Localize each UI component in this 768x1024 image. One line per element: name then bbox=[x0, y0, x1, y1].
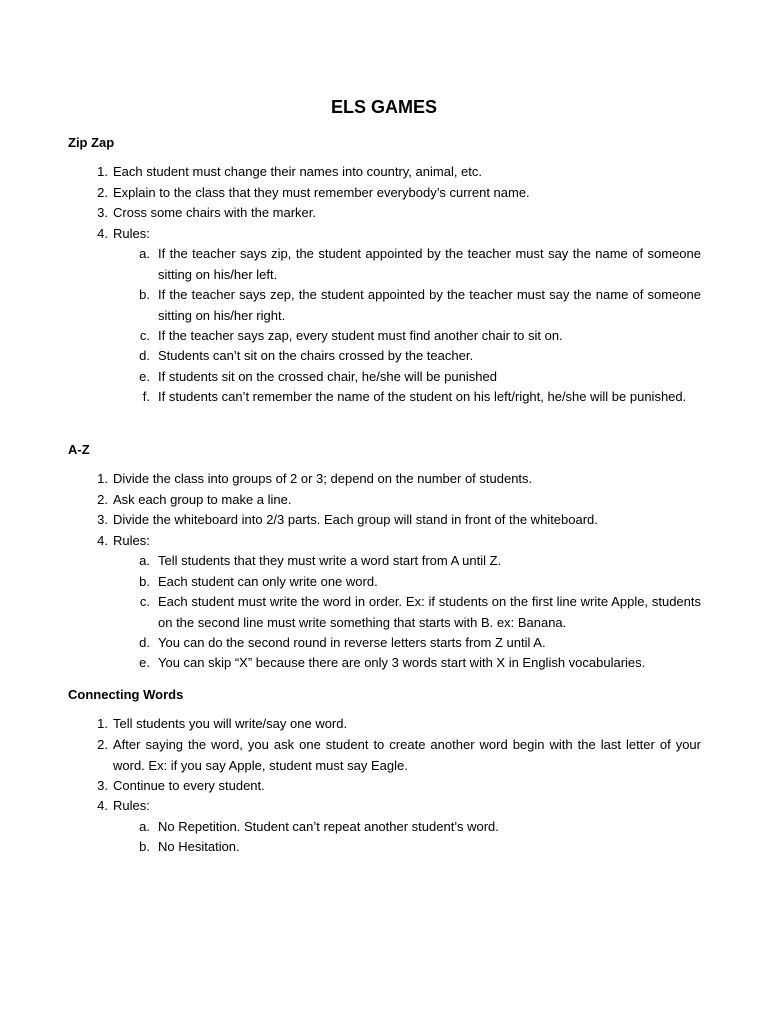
list-number: 2. bbox=[97, 492, 108, 507]
rule-text: If the teacher says zip, the student appointed by the teacher must say the name of someone sitting on his/her left. bbox=[158, 246, 701, 282]
list-number: 3. bbox=[97, 512, 108, 527]
rule-letter: a. bbox=[139, 246, 150, 261]
rule-text: Students can’t sit on the chairs crossed by the teacher. bbox=[158, 348, 474, 363]
rule-letter: e. bbox=[139, 369, 150, 384]
list-number: 1. bbox=[97, 716, 108, 731]
rule-text: If the teacher says zap, every student must find another chair to sit on. bbox=[158, 328, 563, 343]
list-number: 4. bbox=[97, 798, 108, 813]
rule-letter: b. bbox=[139, 287, 150, 302]
rule-text: Tell students that they must write a word start from A until Z. bbox=[158, 553, 502, 568]
section-heading-connecting-words: Connecting Words bbox=[68, 687, 184, 702]
rule-text: If students can’t remember the name of the student on his left/right, he/she will be punished. bbox=[158, 389, 687, 404]
list-text: Each student must change their names into country, animal, etc. bbox=[113, 164, 483, 179]
rule-text: If the teacher says zep, the student appointed by the teacher must say the name of someone sitting on his/her right. bbox=[158, 287, 701, 323]
rule-text: You can skip “X” because there are only 3 words start with X in English vocabularies. bbox=[158, 655, 646, 670]
list-number: 4. bbox=[97, 226, 108, 241]
list-text: Divide the whiteboard into 2/3 parts. Each group will stand in front of the whiteboard. bbox=[113, 512, 598, 527]
rule-text: You can do the second round in reverse letters starts from Z until A. bbox=[158, 635, 546, 650]
list-number: 1. bbox=[97, 164, 108, 179]
list-text: Rules: bbox=[113, 533, 150, 548]
list-text: Ask each group to make a line. bbox=[113, 492, 292, 507]
rule-letter: a. bbox=[139, 819, 150, 834]
list-text: Continue to every student. bbox=[113, 778, 265, 793]
list-text: Explain to the class that they must remember everybody’s current name. bbox=[113, 185, 530, 200]
rule-letter: d. bbox=[139, 348, 150, 363]
list-text: Rules: bbox=[113, 226, 150, 241]
rule-letter: c. bbox=[139, 328, 150, 343]
list-number: 4. bbox=[97, 533, 108, 548]
rule-letter: b. bbox=[139, 839, 150, 854]
list-text: Rules: bbox=[113, 798, 150, 813]
list-number: 2. bbox=[97, 185, 108, 200]
rule-text: No Repetition. Student can’t repeat another student’s word. bbox=[158, 819, 499, 834]
section-heading-zip-zap: Zip Zap bbox=[68, 135, 115, 150]
list-text: Cross some chairs with the marker. bbox=[113, 205, 317, 220]
rule-letter: d. bbox=[139, 635, 150, 650]
list-number: 3. bbox=[97, 778, 108, 793]
rule-text: Each student must write the word in order. Ex: if students on the first line write Apple, students on the second line must write something that starts with B. ex: Banana. bbox=[158, 594, 701, 630]
list-number: 2. bbox=[97, 737, 108, 752]
rule-text: Each student can only write one word. bbox=[158, 574, 378, 589]
list-number: 3. bbox=[97, 205, 108, 220]
list-text: Tell students you will write/say one word. bbox=[113, 716, 348, 731]
rule-letter: a. bbox=[139, 553, 150, 568]
section-heading-a-z: A-Z bbox=[68, 442, 90, 457]
rule-letter: c. bbox=[139, 594, 150, 609]
list-text: After saying the word, you ask one student to create another word begin with the last letter of your word. Ex: if you say Apple, student must say Eagle. bbox=[113, 737, 701, 773]
rule-letter: b. bbox=[139, 574, 150, 589]
rule-text: No Hesitation. bbox=[158, 839, 240, 854]
list-text: Divide the class into groups of 2 or 3; depend on the number of students. bbox=[113, 471, 533, 486]
document-title: ELS GAMES bbox=[330, 97, 437, 117]
rule-letter: e. bbox=[139, 655, 150, 670]
rule-text: If students sit on the crossed chair, he/she will be punished bbox=[158, 369, 497, 384]
rule-letter: f. bbox=[142, 389, 150, 404]
list-number: 1. bbox=[97, 471, 108, 486]
